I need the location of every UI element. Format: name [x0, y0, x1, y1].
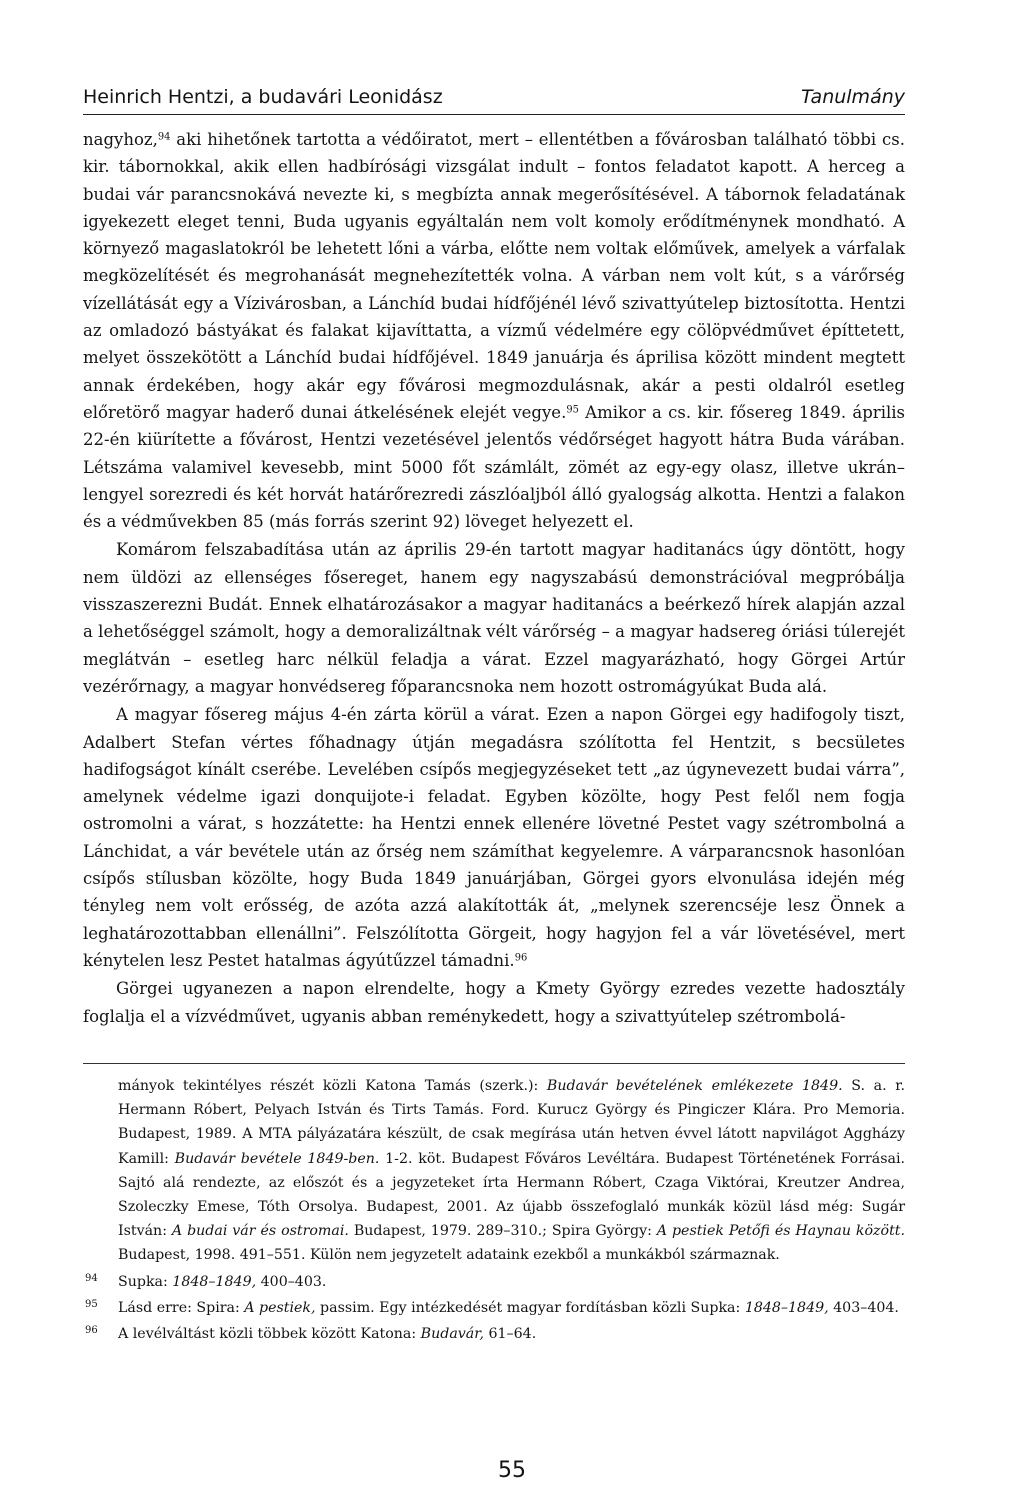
- footnote-ref-94: 94: [157, 131, 171, 143]
- footnote-italic: A pestiek Petőfi és Haynau között.: [656, 1223, 905, 1240]
- paragraph-3: [83, 701, 905, 974]
- paragraph-text: A magyar fősereg május 4-én zárta körül a várat. Ezen a napon Görgei egy hadifogoly tiszt, Adalbert Stefan vértes főhadnagy útján megadásra szólította fel Hentzit, s becsületes hadifogságot kínált cserébe. Levelében csípős megjegyzéseket tett „az úgynevezett budai várra”, amelynek védelme igazi donquijote-i feladat. Egyben közölte, hogy Pest felől nem fogja ostromolni a várat, s hozzátette: ha Hentzi ennek ellenére lövetné Pestet vagy szétrombolná a Lánchidat, a vár bevétele után az őrség nem számíthat kegyelemre. A várparancsnok hasonlóan csípős stílusban közölte, hogy Buda 1849 januárjában, Görgei gyors elvonulása idején még tényleg nem volt erősség, de azóta azzá alakították át, „melynek szerencséje lesz Önnek a leghatározottabban ellenállni”. Felszólította Görgeit, hogy hagyjon fel a vár lövetésével, mert kénytelen lesz Pestet hatalmas ágyútűzzel támadni.: [83, 705, 905, 970]
- footnote-text: Supka:: [118, 1273, 173, 1290]
- footnote-italic: 1848–1849,: [172, 1273, 257, 1290]
- footnote-text: A levélváltást közli többek között Katona:: [118, 1326, 421, 1343]
- footnote-text: 403–404.: [828, 1299, 899, 1316]
- footnote-italic: Budavár bevétele 1849-ben.: [174, 1150, 380, 1167]
- footnote-text: mányok tekintélyes részét közli Katona Tamás (szerk.):: [118, 1078, 547, 1094]
- page-number: 55: [498, 1458, 526, 1483]
- running-title: Heinrich Hentzi, a budavári Leonidász: [83, 86, 443, 108]
- paragraph-text: nagyhoz,: [83, 130, 158, 149]
- footnote-italic: 1848–1849,: [744, 1299, 829, 1316]
- footnotes: [83, 1074, 905, 1346]
- footnote-italic: A pestiek,: [244, 1299, 316, 1316]
- footnote-continued: [83, 1074, 905, 1268]
- paragraph-4: Görgei ugyanezen a napon elrendelte, hogy a Kmety György ezredes vezette hadosztály foglalja el a vízvédművet, ugyanis abban reménykedett, hogy a szivattyútelep szétrombolá-: [83, 979, 905, 1026]
- footnote-96: [83, 1322, 905, 1346]
- paragraph-1: [83, 126, 905, 535]
- footnote-text: 61–64.: [483, 1326, 537, 1343]
- footnote-text: Budapest, 1998. 491–551. Külön nem jegyzetelt adataink ezekből a munkákból származnak.: [118, 1247, 780, 1264]
- footnote-italic: Budavár,: [420, 1326, 484, 1343]
- footnote-number: 94: [85, 1272, 98, 1284]
- footnote-divider: [83, 1063, 905, 1064]
- paragraph-2: Komárom felszabadítása után az április 29-én tartott magyar haditanács úgy döntött, hogy nem üldözi az ellenséges fősereget, hanem egy nagyszabású demonstrációval megpróbálja visszaszerezni Budát. Ennek elhatározásakor a magyar haditanács a beérkező hírek alapján azzal a lehetőséggel számolt, hogy a demoralizáltnak vélt várőrség – a magyar hadsereg óriási túlerejét meglátván – esetleg harc nélkül feladja a várat. Ezzel magyarázható, hogy Görgei Artúr vezérőrnagy, a magyar honvédsereg főparancsnoka nem hozott ostromágyúkat Buda alá.: [83, 540, 905, 696]
- footnote-text: 400–403.: [256, 1273, 327, 1290]
- footnote-text: passim. Egy intézkedését magyar fordításban közli Supka:: [315, 1299, 745, 1316]
- footnote-text: 1-2. köt. Budapest Főváros Levéltára. Budapest Történetének Forrásai. Sajtó alá rendezte, az előszót és a jegyzeteket írta Hermann Róbert, Czaga Viktórai, Kreutzer Andrea, Szoleczky Emese, Tóth Orsolya. Budapest, 2001. Az újabb összefoglaló munkák közül lásd még: Sugár István:: [118, 1150, 905, 1240]
- running-header: [83, 84, 905, 115]
- footnote-text: S. a. r. Hermann Róbert, Pelyach István és Tirts Tamás. Ford. Kurucz György és Pingiczer Klára. Pro Memoria. Budapest, 1989. A MTA pályázatára készült, de csak megírása után hetven évvel látott napvilágot Aggházy Kamill:: [118, 1078, 905, 1167]
- footnote-number: 96: [85, 1325, 98, 1337]
- footnote-italic: Budavár bevételének emlékezete 1849.: [546, 1078, 843, 1094]
- footnote-number: 95: [85, 1298, 98, 1310]
- footnote-95: [83, 1296, 905, 1320]
- footnote-ref-95: 95: [566, 404, 579, 416]
- section-label: Tanulmány: [800, 86, 905, 108]
- paragraph-text: aki hihetőnek tartotta a védőiratot, mert – ellentétben a fővárosban található többi cs. kir. tábornokkal, akik ellen hadbírósági vizsgálat indult – fontos feladatot kapott. A herceg a budai vár parancsnokává nevezte ki, s megbízta annak megerősítésével. A tábornok feladatának igyekezett eleget tenni, Buda ugyanis egyáltalán nem volt komoly erődítménynek mondható. A környező magaslatokról be lehetett lőni a várba, előtte nem voltak előművek, amelyek a várfalak megközelítését és megrohanását megnehezítették volna. A várban nem volt kút, s a várőrség vízellátását egy a Vízivárosban, a Lánchíd budai hídfőjénél lévő szivattyútelep biztosította. Hentzi az omladozó bástyákat és falakat kijavíttatta, a vízmű védelmére egy cölöpvédművet építtetett, melyet összekötött a Lánchíd budai hídfőjével. 1849 januárja és áprilisa között mindent megtett annak érdekében, hogy akár egy fővárosi megmozdulásnak, akár a pesti oldalról esetleg előretörő magyar haderő dunai átkelésének elejét vegye.: [83, 130, 905, 422]
- footnote-text: Budapest, 1979. 289–310.; Spira György:: [348, 1223, 657, 1240]
- footnote-94: [83, 1270, 905, 1294]
- paragraph-text: Amikor a cs. kir. fősereg 1849. április 22-én kiürítette a fővárost, Hentzi vezetésével jelentős védőrséget hagyott hátra Buda várában. Létszáma valamivel kevesebb, mint 5000 főt számlált, zömét az egy-egy olasz, illetve ukrán–lengyel sorezredi és két horvát határőrezredi zászlóaljból álló gyalogság alkotta. Hentzi a falakon és a védművekben 85 (más forrás szerint 92) löveget helyezett el.: [83, 402, 905, 532]
- footnote-ref-96: 96: [514, 952, 528, 964]
- footnote-italic: A budai vár és ostromai.: [171, 1223, 349, 1240]
- footnote-text: Lásd erre: Spira:: [118, 1299, 245, 1316]
- article-body: [83, 126, 905, 1030]
